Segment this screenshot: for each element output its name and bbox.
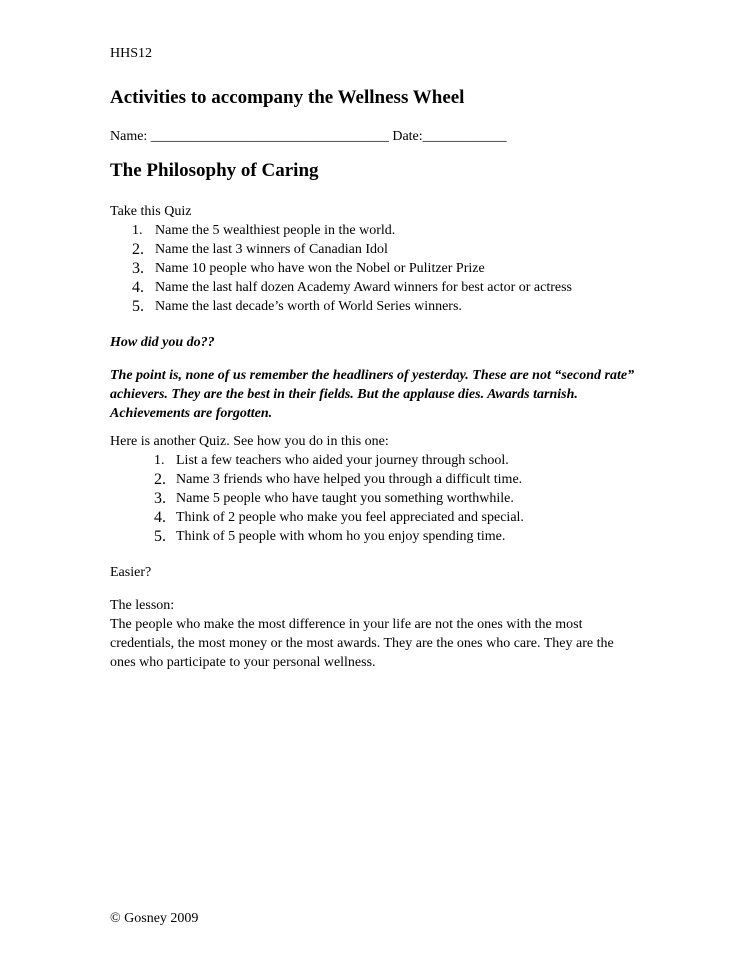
name-field[interactable]: __________________________________ <box>150 129 389 144</box>
list-number: 5. <box>154 528 166 545</box>
list-number: 1. <box>132 223 143 238</box>
list-number: 1. <box>154 453 165 468</box>
lesson-block <box>110 596 640 672</box>
list-item-text: List a few teachers who aided your journey through school. <box>176 453 509 468</box>
quiz-one-intro: Take this Quiz <box>110 204 192 219</box>
list-number: 3. <box>154 490 166 507</box>
list-item <box>110 489 670 508</box>
list-item-text: Name the last 3 winners of Canadian Idol <box>155 242 388 257</box>
list-number: 3. <box>132 260 144 277</box>
list-item-text: Name 5 people who have taught you something worthwhile. <box>176 491 514 506</box>
point-paragraph: The point is, none of us remember the headliners of yesterday. These are not “second rate” achievers. They are the best in their fields. But the applause dies. Awards tarnish. Achievements are forgotten. <box>110 368 635 421</box>
list-item <box>110 451 670 470</box>
quiz-two <box>110 432 670 546</box>
name-label: Name: <box>110 129 148 144</box>
list-item-text: Think of 5 people with whom ho you enjoy spending time. <box>176 529 506 544</box>
easier-question: Easier? <box>110 565 152 580</box>
list-item-text: Think of 2 people who make you feel appreciated and special. <box>176 510 524 525</box>
list-number: 4. <box>154 509 166 526</box>
list-item <box>110 527 670 546</box>
list-item <box>110 278 670 297</box>
date-label: Date: <box>392 129 423 144</box>
list-item-text: Name the last half dozen Academy Award winners for best actor or actress <box>155 280 573 295</box>
quiz-two-list <box>110 451 670 546</box>
list-number: 5. <box>132 298 144 315</box>
list-item-text: Name the 5 wealthiest people in the world. <box>155 223 396 238</box>
list-item <box>110 240 670 259</box>
name-date-line <box>110 127 507 146</box>
list-number: 2. <box>132 241 144 258</box>
list-number: 2. <box>154 471 166 488</box>
list-item <box>110 508 670 527</box>
copyright-footer: © Gosney 2009 <box>110 911 199 926</box>
how-did-you-do: How did you do?? <box>110 335 215 350</box>
quiz-two-intro: Here is another Quiz. See how you do in this one: <box>110 434 389 449</box>
list-item <box>110 297 670 316</box>
lesson-heading: The lesson: <box>110 598 175 613</box>
list-item-text: Name the last decade’s worth of World Series winners. <box>155 299 462 314</box>
date-field[interactable]: ____________ <box>422 129 507 144</box>
quiz-one <box>110 202 670 316</box>
quiz-one-list <box>110 221 670 316</box>
list-number: 4. <box>132 279 144 296</box>
list-item <box>110 259 670 278</box>
list-item <box>110 221 670 240</box>
page-title: Activities to accompany the Wellness Wheel <box>110 87 465 108</box>
section-title: The Philosophy of Caring <box>110 160 319 181</box>
list-item <box>110 470 670 489</box>
list-item-text: Name 10 people who have won the Nobel or Pulitzer Prize <box>155 261 485 276</box>
list-item-text: Name 3 friends who have helped you through a difficult time. <box>176 472 523 487</box>
course-code: HHS12 <box>110 46 153 61</box>
lesson-body: The people who make the most difference in your life are not the ones with the most credentials, the most money or the most awards. They are the ones who care. They are the ones who participate to your personal wellness. <box>110 617 614 670</box>
